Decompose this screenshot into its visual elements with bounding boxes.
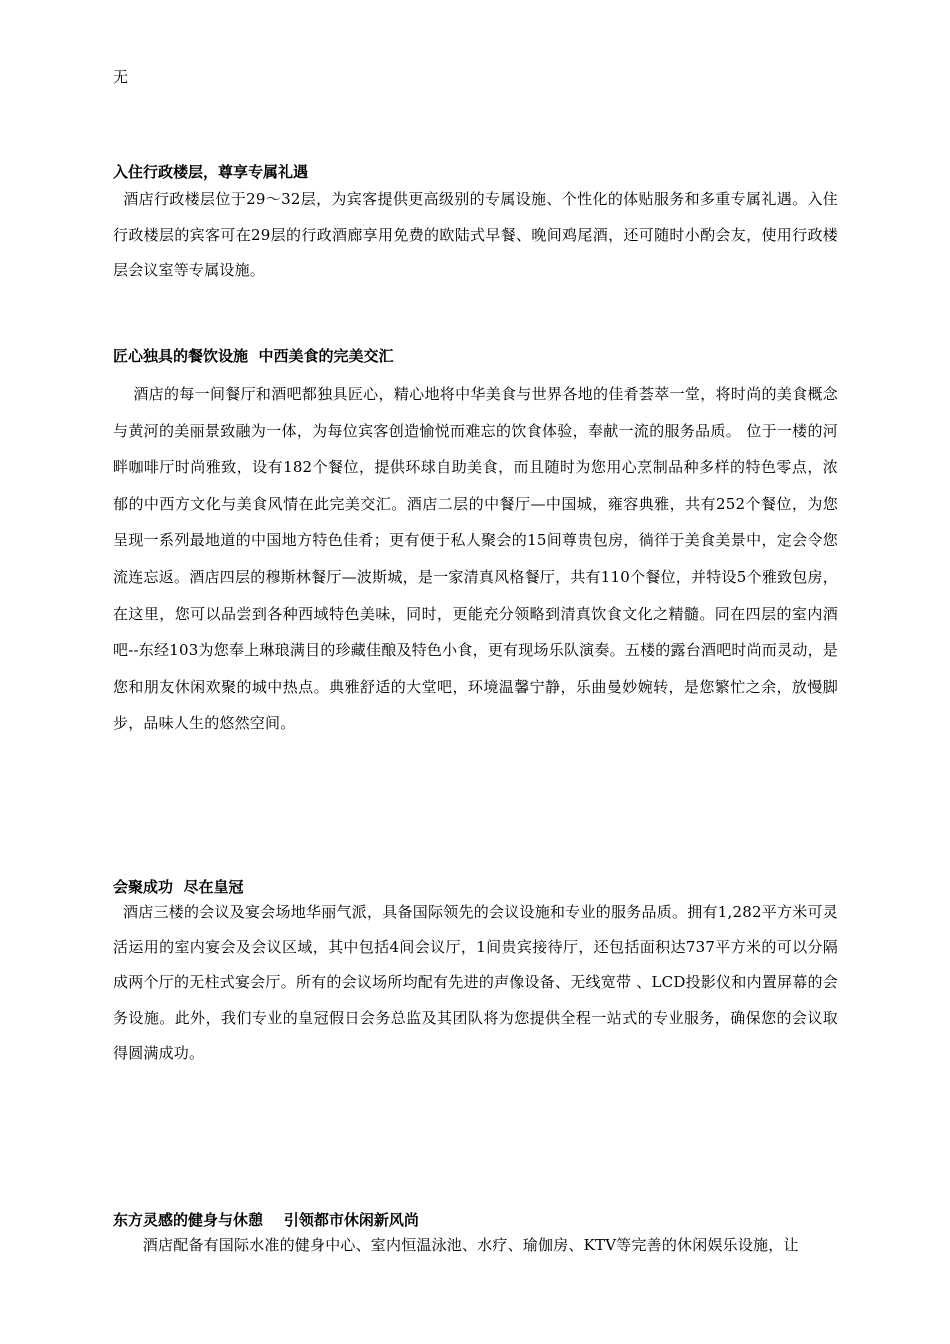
- section-heading-executive-floor: 入住行政楼层，尊享专属礼遇: [113, 163, 309, 181]
- section-heading-fitness: 东方灵感的健身与休憩 引领都市休闲新风尚: [113, 1211, 419, 1229]
- top-text: 无: [113, 68, 129, 86]
- section-heading-meetings: 会聚成功 尽在皇冠: [113, 878, 244, 896]
- section-heading-dining: 匠心独具的餐饮设施 中西美食的完美交汇: [113, 347, 394, 365]
- section-body-executive-floor: 酒店行政楼层位于29～32层，为宾客提供更高级别的专属设施、个性化的体贴服务和多重专属礼遇。入住行政楼层的宾客可在29层的行政酒廊享用免费的欧陆式早餐、晚间鸡尾酒，还可随时小酌会友，使用行政楼层会议室等专属设施。: [113, 190, 838, 279]
- section-body-dining: 酒店的每一间餐厅和酒吧都独具匠心，精心地将中华美食与世界各地的佳肴荟萃一堂，将时尚的美食概念与黄河的美丽景致融为一体，为每位宾客创造愉悦而难忘的饮食体验，奉献一流的服务品质。 位于一楼的河畔咖啡厅时尚雅致，设有182个餐位，提供环球自助美食，而且随时为您用心烹制品种多样的特色零点，浓郁的中西方文化与美食风情在此完美交汇。酒店二层的中餐厅—中国城，雍容典雅，共有252个餐位，为您呈现一系列最地道的中国地方特色佳肴；更有便于私人聚会的15间尊贵包房，徜徉于美食美景中，定会令您流连忘返。酒店四层的穆斯林餐厅—波斯城，是一家清真风格餐厅，共有110个餐位，并特设5个雅致包房，在这里，您可以品尝到各种西域特色美味，同时，更能充分领略到清真饮食文化之精髓。同在四层的室内酒吧--东经103为您奉上琳琅满目的珍藏佳酿及特色小食，更有现场乐队演奏。五楼的露台酒吧时尚而灵动，是您和朋友休闲欢聚的城中热点。典雅舒适的大堂吧，环境温馨宁静，乐曲曼妙婉转，是您繁忙之余，放慢脚步，品味人生的悠然空间。: [113, 385, 838, 733]
- section-body-meetings: 酒店三楼的会议及宴会场地华丽气派，具备国际领先的会议设施和专业的服务品质。拥有1,282平方米可灵活运用的室内宴会及会议区域，其中包括4间会议厅，1间贵宾接待厅，还包括面积达737平方米的可以分隔成两个厅的无柱式宴会厅。所有的会议场所均配有先进的声像设备、无线宽带 、LCD投影仪和内置屏幕的会务设施。此外，我们专业的皇冠假日会务总监及其团队将为您提供全程一站式的专业服务，确保您的会议取得圆满成功。: [113, 903, 838, 1062]
- section-body-fitness: 酒店配备有国际水准的健身中心、室内恒温泳池、水疗、瑜伽房、KTV等完善的休闲娱乐设施，让: [113, 1236, 799, 1254]
